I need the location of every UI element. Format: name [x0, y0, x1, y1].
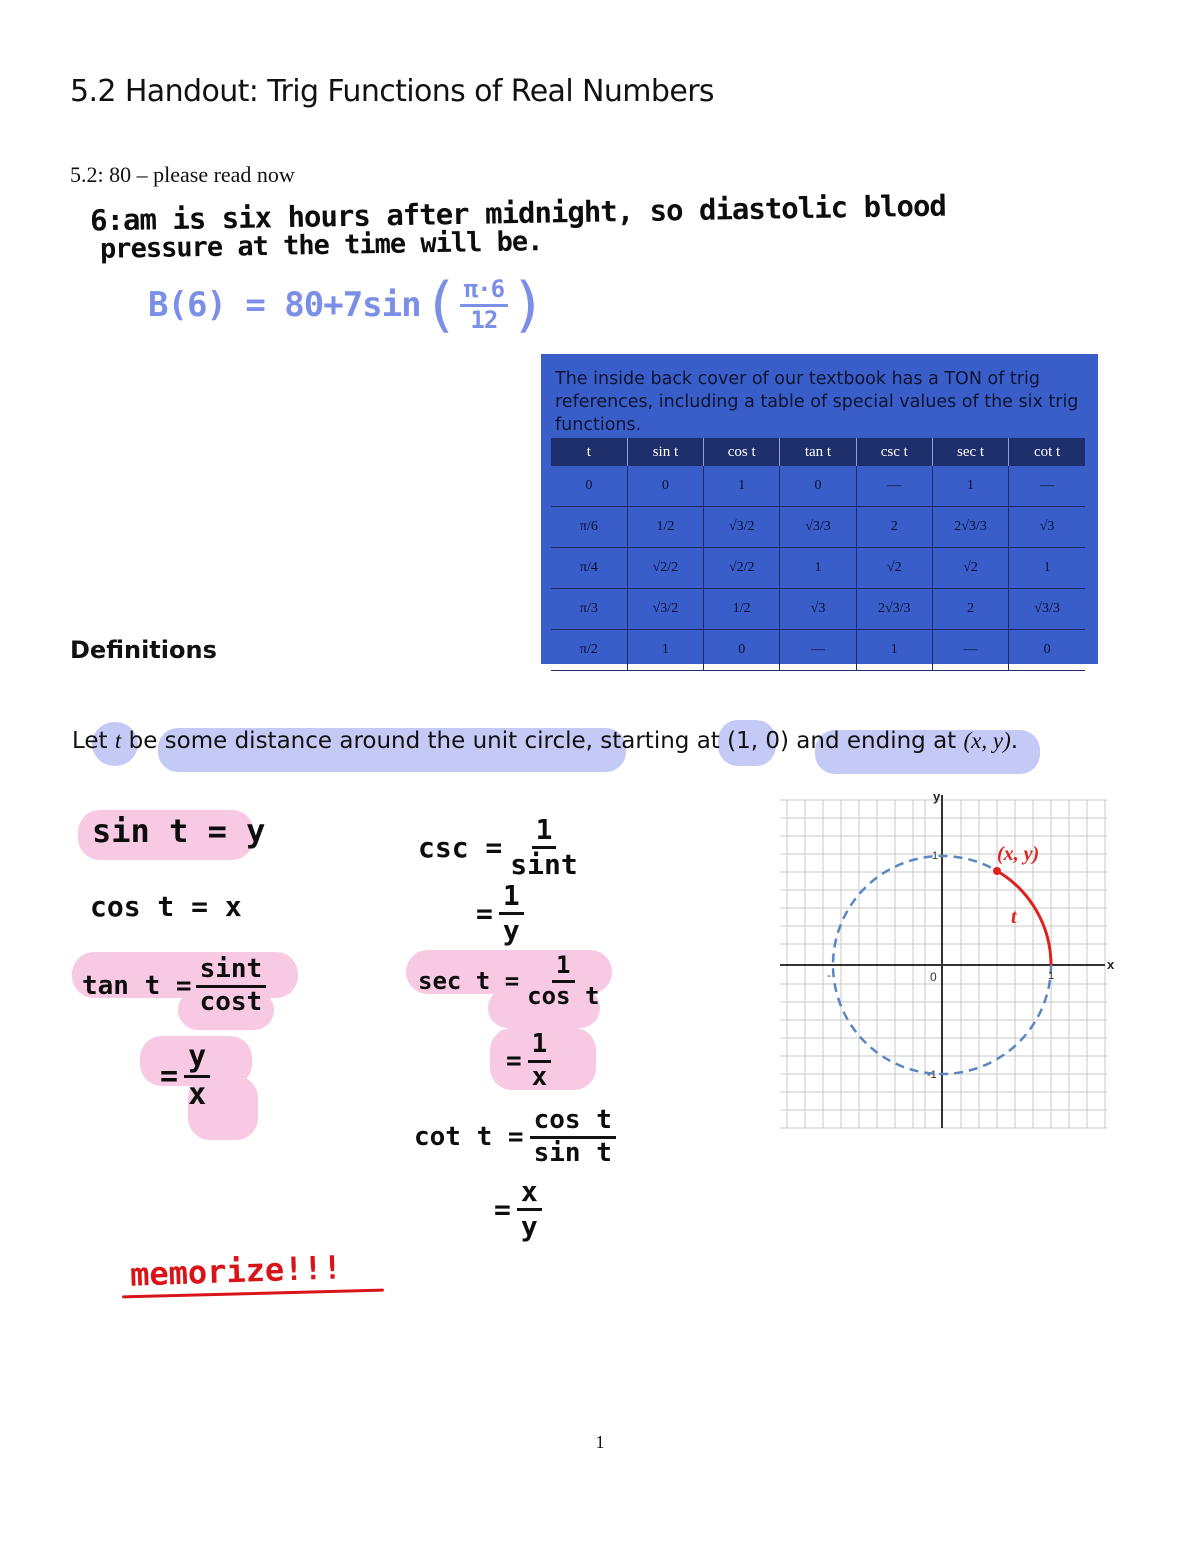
- handwritten-equation: B(6) = 80+7sin ( $\frac{\pi\cdot 6}{12}$ ): [148, 270, 546, 340]
- table-header-row: [551, 438, 1085, 466]
- handwritten-note-line-2: pressure at the time will be.: [99, 226, 543, 265]
- tan-denominator: cost: [199, 986, 263, 1017]
- table-cell: √2: [856, 548, 932, 589]
- x-axis-label: x: [1107, 957, 1115, 972]
- table-cell: √3: [780, 589, 856, 630]
- table-cell: √3/2: [627, 589, 703, 630]
- sec-lhs: sec t =: [418, 967, 520, 996]
- table-row: [551, 507, 1085, 548]
- table-cell: —: [932, 630, 1008, 671]
- table-cell: 1: [780, 548, 856, 589]
- sec-numerator: 1: [552, 952, 574, 983]
- csc-y-denominator: y: [502, 914, 520, 948]
- point-xy: [993, 867, 1001, 875]
- table-cell: π/2: [551, 630, 627, 671]
- arc-t-label: t: [1011, 906, 1017, 928]
- cot-xy-numerator: x: [517, 1176, 542, 1211]
- tan-lhs: tan t =: [82, 971, 192, 1002]
- table-cell: π/3: [551, 589, 627, 630]
- reference-caption: The inside back cover of our textbook has a TON of trig references, including a table of special values of the six trig functions.: [555, 369, 1079, 435]
- y-tick-neg1: -1: [927, 1069, 937, 1081]
- sec-definition: [418, 952, 603, 1010]
- definition-t: t: [114, 728, 122, 753]
- csc-y: [476, 880, 524, 947]
- csc-y-numerator: 1: [499, 880, 524, 915]
- table-cell: √3/2: [704, 507, 780, 548]
- definition-sentence: [72, 728, 1018, 754]
- table-cell: 1: [856, 630, 932, 671]
- cot-xy-fraction: [517, 1176, 542, 1243]
- table-cell: 1: [1009, 548, 1085, 589]
- cot-numerator: cos t: [530, 1106, 616, 1139]
- table-cell: 1: [932, 466, 1008, 507]
- table-cell: 0: [551, 466, 627, 507]
- cot-xy-equals: =: [494, 1193, 511, 1227]
- table-cell: 1: [704, 466, 780, 507]
- table-cell: √2/2: [704, 548, 780, 589]
- table-header-cell: tan t: [780, 438, 856, 466]
- tan-definition: [82, 955, 266, 1018]
- point-xy-label: (x, y): [997, 843, 1040, 865]
- memorize-note: memorize!!!: [129, 1248, 343, 1294]
- problem-reference: 5.2: 80 – please read now: [70, 162, 295, 187]
- page-title: 5.2 Handout: Trig Functions of Real Numbers: [70, 74, 714, 109]
- cos-definition: cos t = x: [90, 890, 242, 923]
- x-tick-1: 1: [1048, 970, 1055, 982]
- section-heading: Definitions: [70, 636, 217, 664]
- table-cell: π/6: [551, 507, 627, 548]
- definition-point-start: (1, 0): [727, 728, 789, 754]
- table-cell: √2: [932, 548, 1008, 589]
- table-cell: 2√3/3: [932, 507, 1008, 548]
- tan-xy-numerator: y: [184, 1040, 210, 1078]
- definition-and: and ending at: [788, 728, 964, 754]
- table-cell: 2: [932, 589, 1008, 630]
- definition-be: be some distance around the unit circle, starting at: [121, 728, 728, 754]
- csc-y-equals: =: [476, 897, 493, 931]
- cot-xy-denominator: y: [520, 1210, 538, 1244]
- equation-numerator: π·6: [460, 276, 508, 307]
- csc-fraction: [506, 814, 581, 881]
- table-cell: √2/2: [627, 548, 703, 589]
- table-header-cell: sin t: [627, 438, 703, 466]
- cot-xy: [494, 1176, 542, 1243]
- x-tick-neg1: -: [827, 970, 831, 982]
- handwritten-note-line-1: 6:am is six hours after midnight, so diastolic blood: [89, 188, 947, 238]
- special-values-table: [551, 438, 1085, 671]
- table-cell: 2: [856, 507, 932, 548]
- table-cell: 1: [627, 630, 703, 671]
- cot-fraction: [530, 1106, 616, 1169]
- table-row: [551, 630, 1085, 671]
- table-cell: 1/2: [704, 589, 780, 630]
- table-header-cell: csc t: [856, 438, 932, 466]
- sec-x-numerator: 1: [528, 1030, 552, 1063]
- table-header-cell: cot t: [1009, 438, 1085, 466]
- table-cell: —: [856, 466, 932, 507]
- table-cell: 0: [704, 630, 780, 671]
- csc-lhs: csc =: [418, 831, 503, 865]
- tan-xy: [160, 1040, 210, 1112]
- table-cell: √3/3: [780, 507, 856, 548]
- sec-x-equals: =: [506, 1046, 522, 1077]
- table-row: [551, 466, 1085, 507]
- csc-denominator: sint: [510, 848, 578, 882]
- csc-numerator: 1: [532, 814, 557, 849]
- y-tick-1: 1: [932, 850, 939, 862]
- equation-lhs: B(6) = 80+7sin: [148, 285, 421, 325]
- sec-denominator: cos t: [527, 981, 600, 1010]
- origin-label: 0: [930, 970, 937, 984]
- table-cell: —: [1009, 466, 1085, 507]
- definition-period: .: [1010, 728, 1019, 754]
- cot-definition: [414, 1106, 616, 1169]
- sin-definition: sin t = y: [92, 812, 266, 850]
- sec-x-fraction: [528, 1030, 552, 1093]
- cot-lhs: cot t =: [414, 1122, 524, 1153]
- table-cell: 0: [1009, 630, 1085, 671]
- definition-point-end: (x, y): [963, 728, 1011, 753]
- table-cell: 0: [627, 466, 703, 507]
- table-cell: √3: [1009, 507, 1085, 548]
- table-header-cell: t: [551, 438, 627, 466]
- y-axis-label: y: [933, 789, 941, 804]
- tan-numerator: sint: [196, 955, 267, 988]
- equation-denominator: 12: [470, 305, 498, 334]
- sec-x: [506, 1030, 551, 1093]
- tan-xy-equals: =: [160, 1058, 179, 1094]
- tan-xy-denominator: x: [188, 1076, 207, 1112]
- table-cell: 1/2: [627, 507, 703, 548]
- sec-fraction: [523, 952, 603, 1010]
- table-cell: —: [780, 630, 856, 671]
- table-cell: √3/3: [1009, 589, 1085, 630]
- table-row: [551, 589, 1085, 630]
- table-cell: 2√3/3: [856, 589, 932, 630]
- csc-definition: [418, 814, 582, 881]
- page-number: 1: [595, 1432, 605, 1452]
- cot-denominator: sin t: [533, 1137, 612, 1168]
- table-cell: π/4: [551, 548, 627, 589]
- tan-xy-fraction: [184, 1040, 210, 1112]
- definition-let: Let: [72, 728, 115, 754]
- table-cell: 0: [780, 466, 856, 507]
- table-header-cell: sec t: [932, 438, 1008, 466]
- equation-fraction: [460, 276, 508, 334]
- table-header-cell: cos t: [704, 438, 780, 466]
- sec-x-denominator: x: [531, 1061, 548, 1092]
- arc-t: [997, 871, 1051, 965]
- unit-circle-graph: [775, 785, 1120, 1130]
- table-row: [551, 548, 1085, 589]
- csc-y-fraction: [499, 880, 524, 947]
- tan-fraction: [196, 955, 267, 1018]
